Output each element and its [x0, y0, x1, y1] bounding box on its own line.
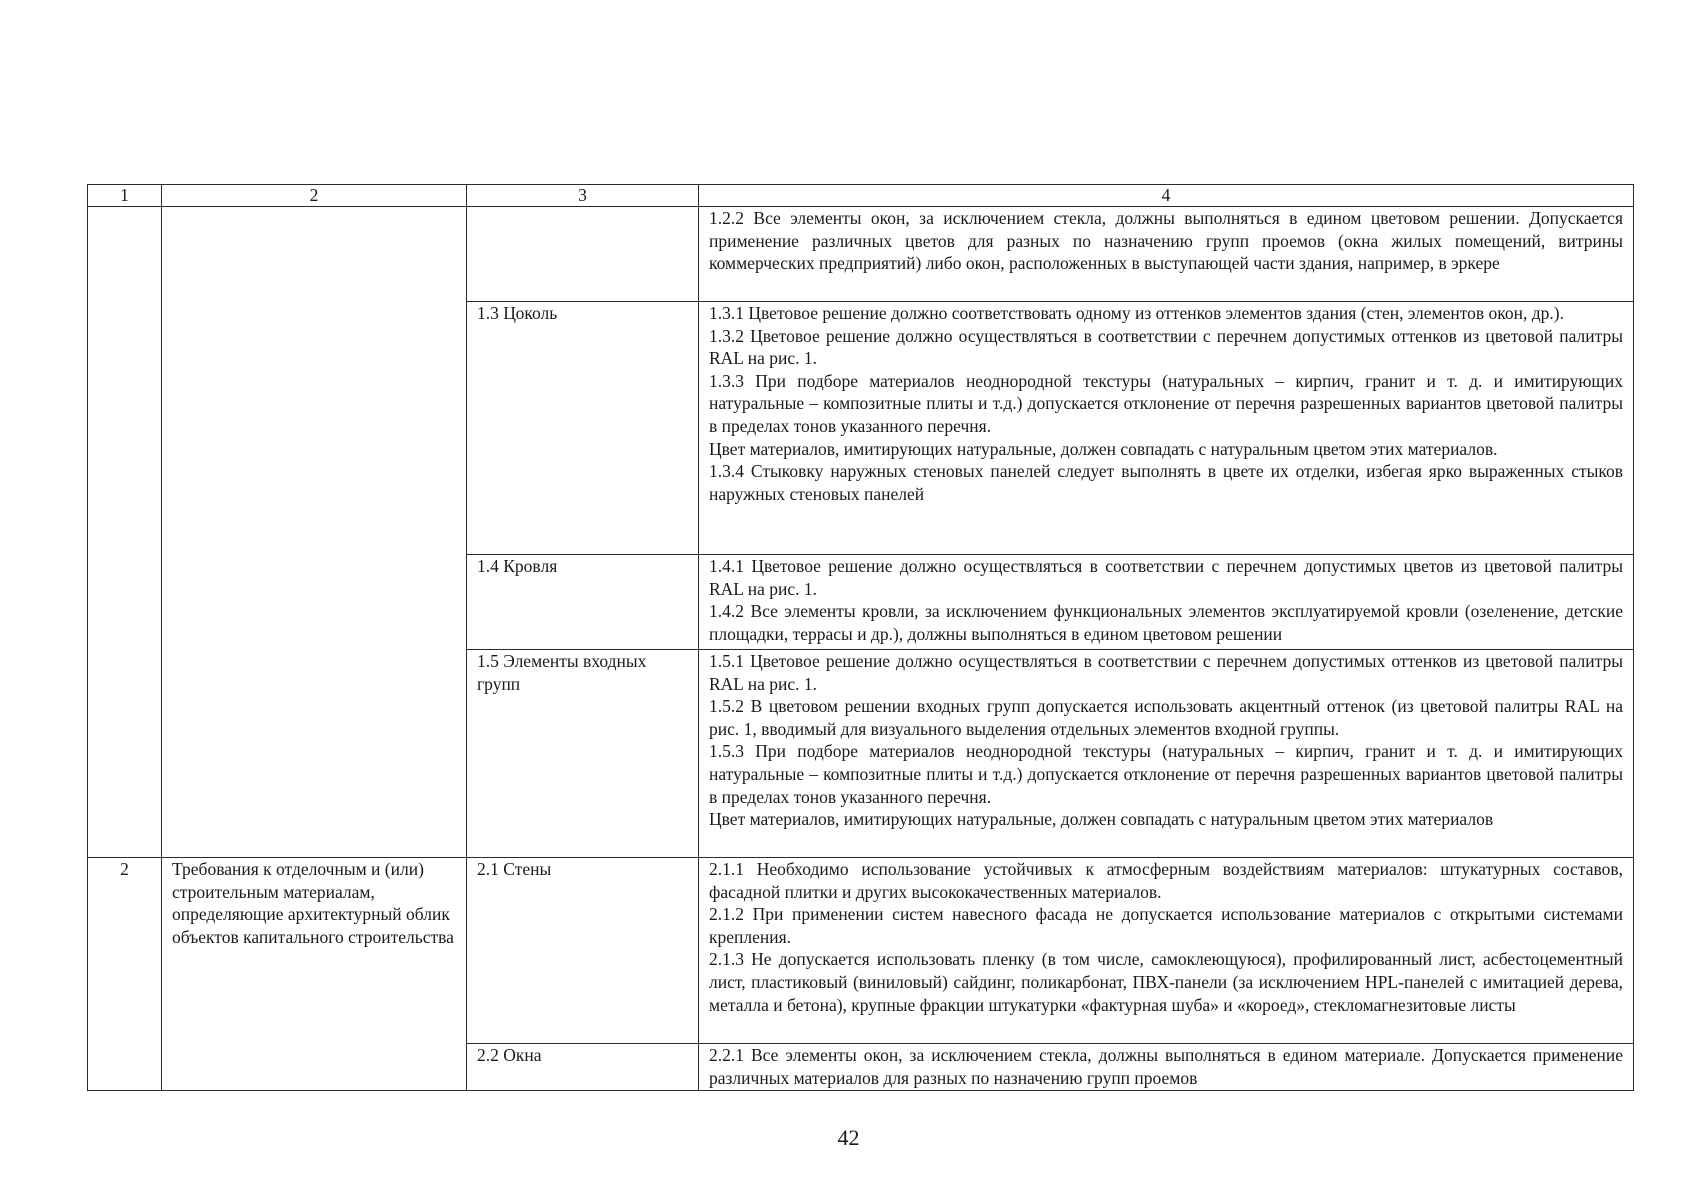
content-cell	[699, 555, 1634, 650]
content-cell	[699, 858, 1634, 1044]
subject-cell	[467, 207, 699, 302]
page-number: 42	[837, 1125, 860, 1150]
subject-cell: 1.4 Кровля	[467, 555, 699, 650]
number-cell	[88, 207, 162, 858]
paragraph: 1.3.3 При подборе материалов неоднородной текстуры (натуральных – кирпич, гранит и т. д. и имитирующих натуральные – композитные плиты и т.д.) допускается отклонение от перечня разрешенных вариантов цветовой палитры в пределах тонов указанного перечня.	[709, 370, 1623, 436]
header-cell: 1	[88, 185, 162, 207]
paragraph: 2.1.1 Необходимо использование устойчивых к атмосферным воздействиям материалов: штукатурных составов, фасадной плитки и других высококачественных материалов.	[709, 859, 1623, 902]
number-cell: 2	[88, 858, 162, 1091]
paragraph: 2.1.2 При применении систем навесного фасада не допускается использование материалов с открытыми системами крепления.	[709, 904, 1623, 947]
paragraph: 1.3.4 Стыковку наружных стеновых панелей следует выполнять в цвете их отделки, избегая ярко выраженных стыков наружных стеновых панелей	[709, 461, 1623, 504]
paragraph: 1.4.2 Все элементы кровли, за исключением функциональных элементов эксплуатируемой кровли (озеленение, детские площадки, террасы и др.), должны выполняться в едином цветовом решении	[709, 601, 1623, 644]
subject-cell: 2.2 Окна	[467, 1044, 699, 1091]
content-cell	[699, 302, 1634, 555]
table-row	[88, 207, 1634, 302]
header-cell: 3	[467, 185, 699, 207]
paragraph: Цвет материалов, имитирующих натуральные, должен совпадать с натуральным цветом этих материалов	[709, 809, 1494, 830]
header-cell: 2	[162, 185, 467, 207]
paragraph: 2.2.1 Все элементы окон, за исключением стекла, должны выполняться в едином материале. Допускается применение различных материалов для разных по назначению групп проемов	[709, 1045, 1623, 1088]
paragraph: 1.5.3 При подборе материалов неоднородной текстуры (натуральных – кирпич, гранит и т. д. и имитирующих натуральные – композитные плиты и т.д.) допускается отклонение от перечня разрешенных вариантов цветовой палитры в пределах тонов указанного перечня.	[709, 741, 1623, 807]
subject-cell: 1.3 Цоколь	[467, 302, 699, 555]
requirement-cell: Требования к отделочным и (или) строительным материалам, определяющие архитектурный облик объектов капитального строительства	[162, 858, 467, 1091]
requirements-table	[87, 184, 1634, 1091]
paragraph: 1.3.1 Цветовое решение должно соответствовать одному из оттенков элементов здания (стен, элементов окон, др.).	[709, 303, 1565, 323]
paragraph: 1.2.2 Все элементы окон, за исключением стекла, должны выполняться в едином цветовом решении. Допускается применение различных цветов для разных по назначению групп проемов (окна жилых помещений, витрины коммерческих предприятий) либо окон, расположенных в выступающей части здания, например, в эркере	[709, 208, 1623, 274]
subject-cell: 1.5 Элементы входных групп	[467, 650, 699, 858]
paragraph: 2.1.3 Не допускается использовать пленку (в том числе, самоклеющуюся), профилированный лист, асбестоцементный лист, пластиковый (виниловый) сайдинг, поликарбонат, ПВХ-панели (за исключением HPL-панелей с имитацией дерева, металла и бетона), крупные фракции штукатурки «фактурная шуба» и «короед», стекломагнезитовые листы	[709, 949, 1623, 1015]
paragraph: Цвет материалов, имитирующих натуральные, должен совпадать с натуральным цветом этих материалов.	[709, 438, 1498, 459]
paragraph: 1.5.2 В цветовом решении входных групп допускается использовать акцентный оттенок (из цветовой палитры RAL на рис. 1, вводимый для визуального выделения отдельных элементов входной группы.	[709, 696, 1623, 739]
requirement-cell	[162, 207, 467, 858]
table-row	[88, 858, 1634, 1044]
table-header-row	[88, 185, 1634, 207]
content-cell	[699, 650, 1634, 858]
content-cell	[699, 1044, 1634, 1091]
paragraph: 1.4.1 Цветовое решение должно осуществляться в соответствии с перечнем допустимых цветов из цветовой палитры RAL на рис. 1.	[709, 556, 1623, 599]
paragraph: 1.3.2 Цветовое решение должно осуществляться в соответствии с перечнем допустимых оттенков из цветовой палитры RAL на рис. 1.	[709, 325, 1623, 369]
paragraph: 1.5.1 Цветовое решение должно осуществляться в соответствии с перечнем допустимых оттенков из цветовой палитры RAL на рис. 1.	[709, 651, 1623, 694]
content-cell	[699, 207, 1634, 302]
subject-cell: 2.1 Стены	[467, 858, 699, 1044]
header-cell: 4	[699, 185, 1634, 207]
